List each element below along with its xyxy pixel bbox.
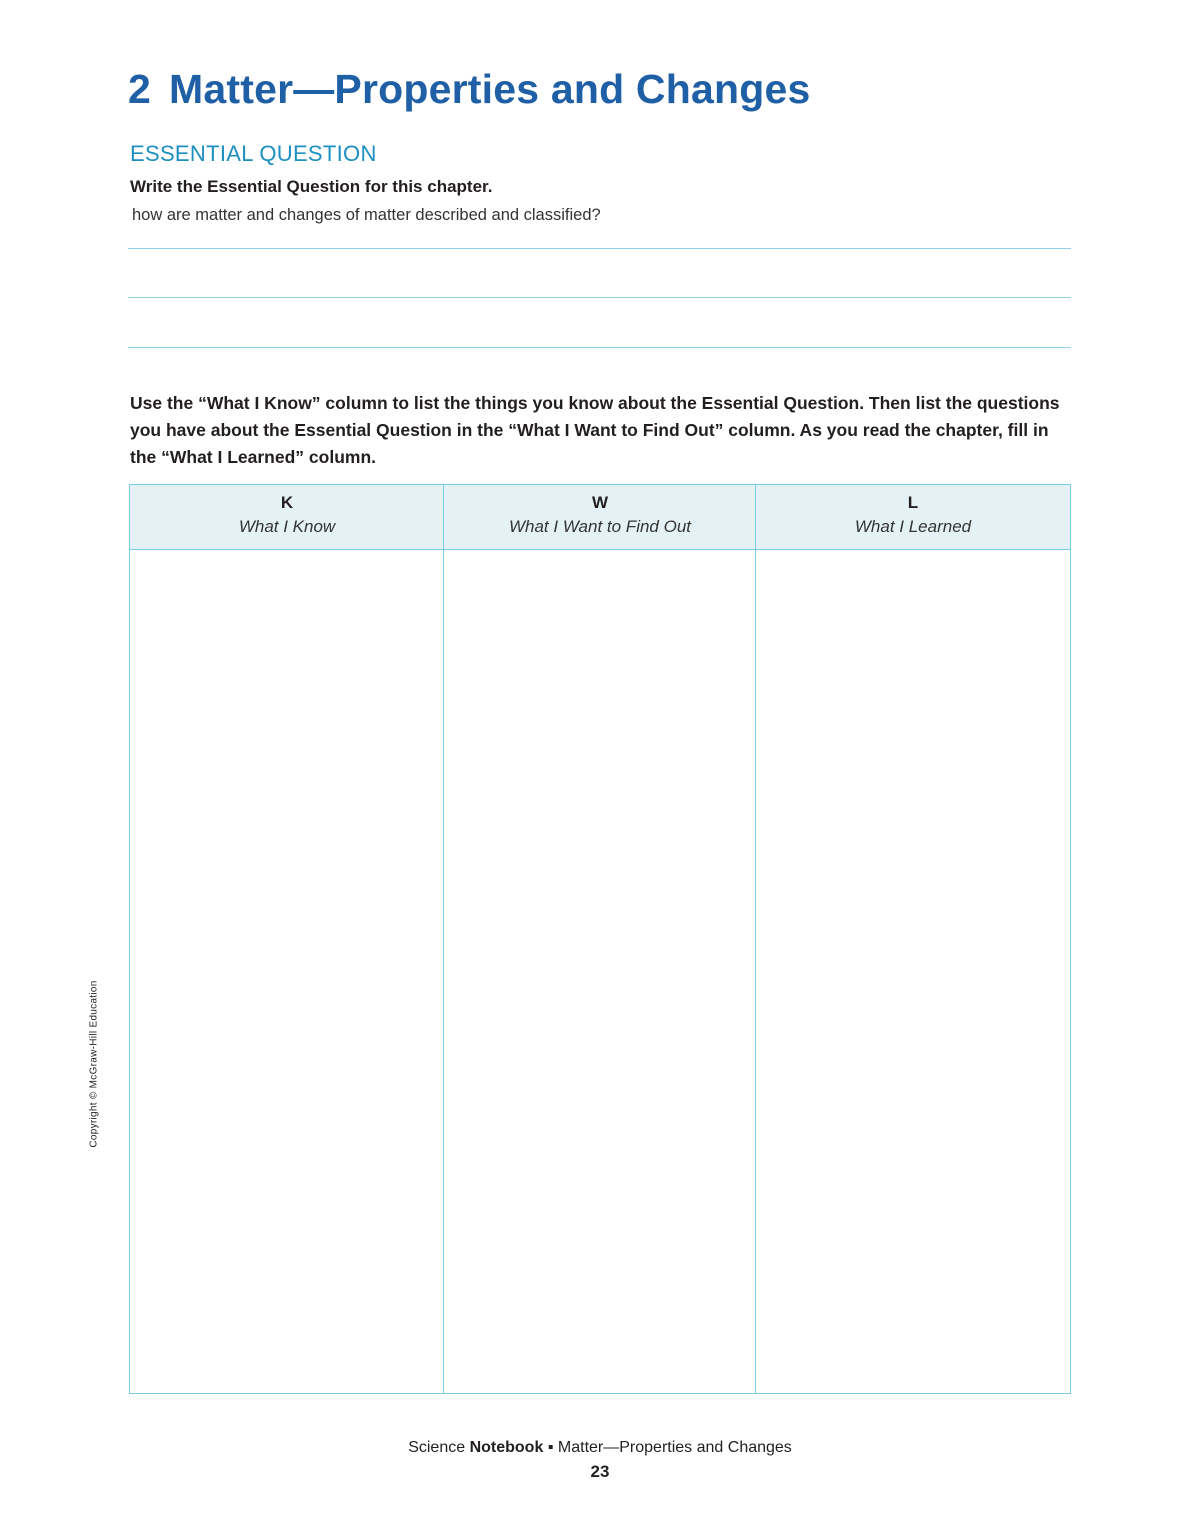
kwl-chart [129,484,1071,1394]
essential-question-answer[interactable]: how are matter and changes of matter described and classified? [132,206,601,224]
kwl-column-letter: W [591,493,609,512]
kwl-column-k-header [130,485,444,549]
answer-line-3 [128,347,1071,348]
footer-separator: ▪ [543,1439,558,1456]
kwl-column-label: What I Know [238,517,336,536]
kwl-column-l-header [756,485,1070,549]
chapter-title: Matter—Properties and Changes [169,66,811,112]
page-footer [0,1439,1200,1457]
kwl-column-label: What I Want to Find Out [508,517,692,536]
kwl-w-cell[interactable] [444,549,755,1393]
kwl-column-label: What I Learned [854,517,972,536]
kwl-column-w-header [444,485,756,549]
kwl-k-cell[interactable] [130,549,443,1393]
footer-section: Matter—Properties and Changes [557,1439,792,1456]
essential-question-heading: ESSENTIAL QUESTION [130,141,377,166]
kwl-instructions: Use the “What I Know” column to list the things you know about the Essential Question. Then list the questions you have about the Essential Question in the “What I Want to Find Out” column. As you read the chapter, fill in the “What I Learned” column. [130,393,1060,467]
page-number: 23 [590,1462,610,1481]
footer-book-bold: Notebook [469,1439,544,1456]
kwl-column-letter: K [280,493,294,512]
kwl-column-letter: L [907,493,919,512]
page-title [128,66,810,113]
chapter-number: 2 [128,66,152,112]
copyright-text: Copyright © McGraw-Hill Education [88,980,100,1148]
answer-line-1 [128,248,1071,249]
kwl-l-cell[interactable] [756,549,1070,1393]
answer-line-2 [128,297,1071,298]
essential-question-prompt: Write the Essential Question for this chapter. [130,177,493,196]
footer-book-prefix: Science [408,1439,470,1456]
